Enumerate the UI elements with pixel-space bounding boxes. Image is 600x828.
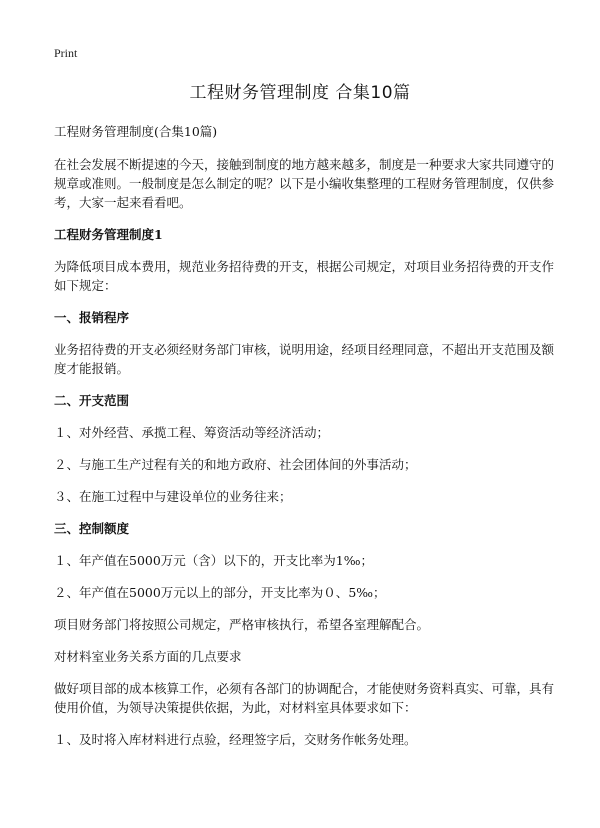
document-title: 工程财务管理制度 合集10篇	[189, 83, 411, 103]
scope-item-1: １、对外经营、承揽工程、筹资活动等经济活动；	[54, 425, 330, 440]
scope-item-3: ３、在施工过程中与建设单位的业务往来；	[54, 489, 292, 504]
scope-item-2: ２、与施工生产过程有关的和地方政府、社会团体间的外事活动；	[54, 457, 417, 472]
closing-paragraph: 项目财务部门将按照公司规定，严格审核执行，希望各室理解配合。	[54, 617, 430, 632]
section1-intro-paragraph: 为降低项目成本费用，规范业务招待费的开支，根据公司规定，对项目业务招待费的开支作如下规定：	[54, 259, 555, 293]
material-heading: 对材料室业务关系方面的几点要求	[54, 649, 242, 664]
heading-expense-scope: 二、开支范围	[54, 393, 130, 408]
material-item-1: １、及时将入库材料进行点验，经理签字后，交财务作帐务处理。	[54, 732, 417, 747]
limit-item-2: ２、年产值在5000万元以上的部分，开支比率为０、5‰；	[54, 585, 386, 600]
print-label: Print	[54, 46, 78, 60]
document-subtitle: 工程财务管理制度(合集10篇)	[54, 124, 218, 139]
material-intro-paragraph: 做好项目部的成本核算工作，必须有各部门的协调配合，才能使财务资料真实、可靠，具有使用价值，为领导决策提供依据，为此，对材料室具体要求如下：	[54, 681, 555, 715]
heading-control-limit: 三、控制额度	[54, 521, 130, 536]
intro-paragraph: 在社会发展不断提速的今天，接触到制度的地方越来越多，制度是一种要求大家共同遵守的规章或准则。一般制度是怎么制定的呢？以下是小编收集整理的工程财务管理制度，仅供参考，大家一起来看看吧。	[54, 157, 555, 210]
document-body	[54, 122, 554, 762]
reimburse-paragraph: 业务招待费的开支必须经财务部门审核，说明用途，经项目经理同意，不超出开支范围及额度才能报销。	[54, 342, 555, 376]
section-heading-1: 工程财务管理制度1	[54, 227, 163, 242]
heading-reimburse-procedure: 一、报销程序	[54, 310, 130, 325]
limit-item-1: １、年产值在5000万元（含）以下的，开支比率为1‰；	[54, 553, 374, 568]
